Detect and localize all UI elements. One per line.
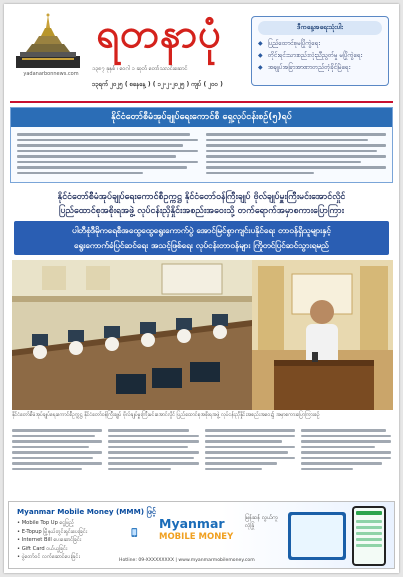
contents-heading: ဒီကနေ့အရေးသုံးပါး [258, 21, 382, 35]
text-column [301, 426, 391, 494]
newspaper-title: ရတနာပုံ [96, 10, 222, 57]
masthead [10, 10, 393, 98]
meeting-room-photo [12, 260, 252, 410]
phone-illustration [352, 506, 386, 566]
ad-service-item: • Internet Bill ပေးဆောင်ခြင်း [17, 537, 82, 543]
ad-service-item: • ပွဲတော်ဝင် လက်ဆောင်ပေးခြင်း [17, 554, 80, 560]
main-headline-line2: ပြည်ထောင်စုအစိုးရအဖွဲ့ လုပ်ငန်းညှိနှိုင်းအစည်းအဝေးသို့ တက်ရောက်အမှာစကားပြောကြား [59, 206, 344, 216]
issue-date-line: ၁၃၈၇ ခုနှစ် ၊ ဝေဂါ ၁ ဆုတ် တော်သလင်းဆောင် [92, 66, 188, 72]
text-column [206, 130, 387, 177]
brand-tagline: မြန်ဆန် လွယ်ကူ လုံခြုံ [245, 515, 278, 529]
main-headline [10, 190, 393, 218]
newspaper-page [4, 4, 399, 573]
ad-service-list [17, 519, 87, 562]
pagoda-logo-icon [12, 12, 84, 72]
text-column [205, 426, 295, 494]
ad-service-item: • Mobile Top Up ငွေဖြည့် [17, 520, 75, 526]
ad-footer: Hotline: 09-XXXXXXXXX | www.myanmarmobilemoney.com [119, 558, 255, 563]
text-column [17, 130, 198, 177]
subheadline-line1: ပါတီစုံဒီမိုကရေစီအထွေထွေရွေးကောက်ပွဲ အောင်မြင်စွာကျင်းပနိုင်ရေး တာဝန်ရှိသူများနှင့် [72, 225, 331, 235]
top-article-headline: နိုင်ငံတော်စီမံအုပ်ချုပ်ရေးကောင်စီ ရှေ့လုပ်ငန်းစဉ်(၅)ရပ် [11, 108, 392, 127]
ad-service-item: • E-Topup မြို့နယ်တွင်းရှင်းပေးခြင်း [17, 528, 88, 535]
main-headline-line1: နိုင်ငံတော်စီမံအုပ်ချုပ်ရေးကောင်စီဥက္ကဋ္ဌ နိုင်ငံတော်ဝန်ကြီးချုပ် ဗိုလ်ချုပ်မှူးကြီးမင်းအောင်လှိုင် [57, 192, 346, 202]
masthead-rule [10, 101, 393, 103]
ad-service-item: • Gift Card ဝယ်ယူခြင်း [17, 545, 68, 552]
brand-subtitle: MOBILE MONEY [159, 532, 234, 542]
speaker-photo [252, 260, 393, 410]
mobile-money-advertisement [8, 501, 395, 569]
top-article-box [10, 107, 393, 183]
brand-name: Myanmar [159, 516, 225, 531]
mobile-money-logo-icon [131, 516, 159, 550]
contents-item: ◆ ပြည်ထောင်စုမပြိုကွဲရေး [258, 38, 382, 50]
issue-price-line: ၁၃ရက် ၂၀၂၅ ( စနေနေ့ ) ( ၁၂-၂-၂၀၂၅ ) ကျပ် ( ၂၀၀ ) [92, 81, 223, 88]
text-column [12, 426, 102, 494]
top-article-columns [11, 127, 392, 180]
text-column [108, 426, 198, 494]
contents-item: ◆ အချုပ်အခြာအာဏာတည်တံ့ခိုင်မြဲရေး [258, 62, 382, 74]
website-url: yadanarbonnews.com [23, 71, 79, 77]
main-article-body [10, 424, 393, 496]
contents-box [251, 16, 389, 86]
tablet-illustration [288, 512, 346, 560]
ad-title: Myanmar Mobile Money (MMM) ဖြင့် [17, 507, 156, 516]
subheadline-line2: ရွေးကောက်ခံပြင်ဆင်ရေး အသင့်ဖြစ်ရေး လုပ်ငန်းတာဝန်များ ကြိုတင်ပြင်ဆင်သွားရမည် [74, 240, 329, 250]
subheadline-band [14, 221, 389, 255]
photo-caption: နိုင်ငံတော်စီမံအုပ်ချုပ်ရေးကောင်စီဥက္ကဋ္ဌ နိုင်ငံတော်ဝန်ကြီးချုပ် ဗိုလ်ချုပ်မှူးကြီးမင်းအောင်လှိုင် ပြည်ထောင်စုအစိုးရအဖွဲ့ လုပ်ငန်းညှိနှိုင်းအစည်းအဝေး၌ အမှာစကားပြောကြားစဉ် [12, 412, 320, 418]
contents-item: ◆ တိုင်းရင်းသားစည်းလုံးညီညွတ်မှု မပြိုကွဲရေး [258, 50, 382, 62]
